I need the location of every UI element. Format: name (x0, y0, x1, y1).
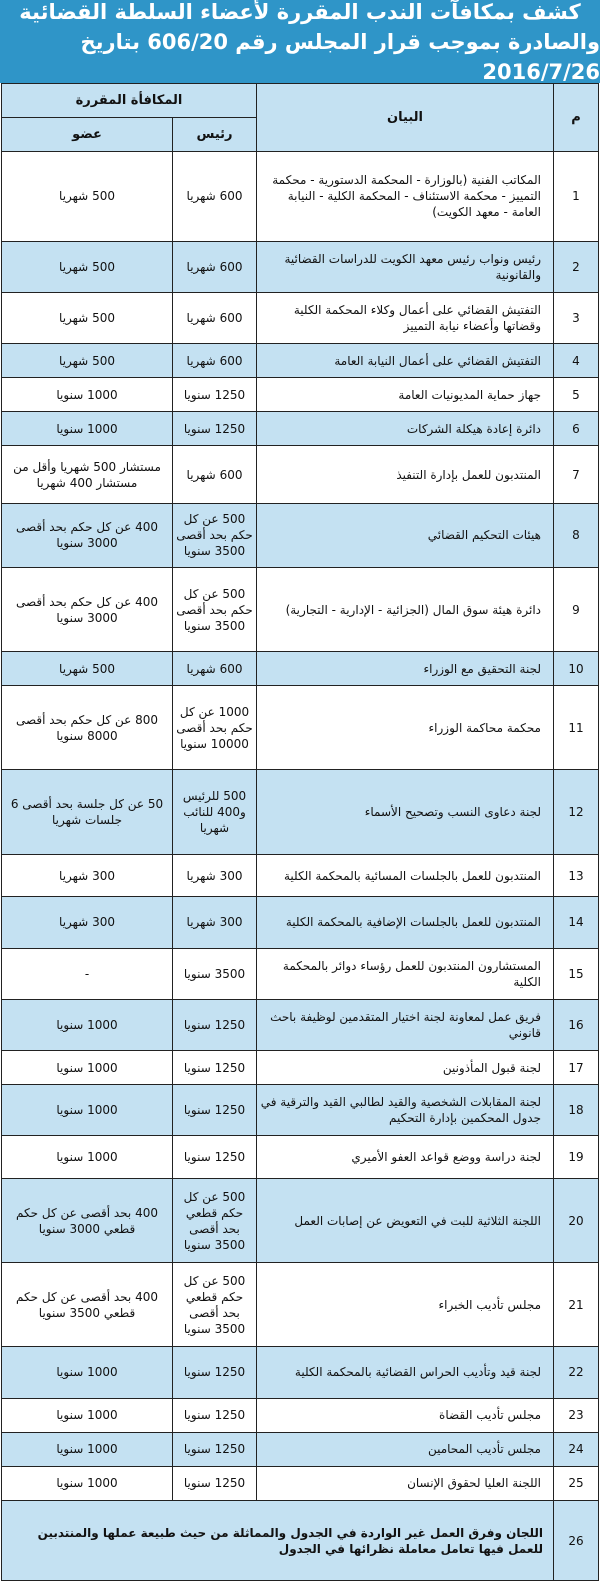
header-num: م (554, 84, 599, 152)
table-row (2, 152, 599, 242)
table-row (2, 567, 599, 651)
table-row (2, 1501, 599, 1581)
row-num: 20 (554, 1178, 599, 1262)
row-member-reward: 400 عن كل حكم بحد أقصى 3000 سنويا (2, 567, 173, 651)
row-member-reward: 500 شهريا (2, 292, 173, 343)
table-row (2, 854, 599, 897)
row-member-reward: 1000 سنويا (2, 1347, 173, 1398)
table-row (2, 378, 599, 412)
row-desc: لجنة قيد وتأديب الحراس القضائية بالمحكمة الكلية (257, 1347, 554, 1398)
row-num: 16 (554, 999, 599, 1050)
table-row (2, 948, 599, 999)
row-head-reward: 1250 سنويا (173, 1136, 257, 1179)
row-member-reward: 1000 سنويا (2, 1466, 173, 1500)
row-num: 8 (554, 503, 599, 567)
row-member-reward: 50 عن كل جلسة بحد أقصى 6 جلسات شهريا (2, 770, 173, 854)
row-head-reward: 500 للرئيس و400 للنائب شهريا (173, 770, 257, 854)
row-desc: مجلس تأديب القضاة (257, 1398, 554, 1432)
header-desc: البيان (257, 84, 554, 152)
row-num: 19 (554, 1136, 599, 1179)
row-desc: هيئات التحكيم القضائي (257, 503, 554, 567)
row-desc: دائرة إعادة هيكلة الشركات (257, 412, 554, 446)
table-body (2, 152, 599, 1501)
row-member-reward: 1000 سنويا (2, 1136, 173, 1179)
row-desc: مجلس تأديب المحامين (257, 1432, 554, 1466)
table-row (2, 1050, 599, 1084)
row-num: 12 (554, 770, 599, 854)
row-desc: جهاز حماية المديونيات العامة (257, 378, 554, 412)
row-num: 2 (554, 241, 599, 292)
row-num: 6 (554, 412, 599, 446)
row-num: 21 (554, 1263, 599, 1347)
row-head-reward: 300 شهريا (173, 854, 257, 897)
row-head-reward: 1250 سنويا (173, 1398, 257, 1432)
row-desc: التفتيش القضائي على أعمال النيابة العامة (257, 343, 554, 377)
row-num: 14 (554, 897, 599, 948)
row-member-reward: 1000 سنويا (2, 1050, 173, 1084)
header-reward: المكافأة المقررة (2, 84, 257, 118)
row-member-reward: 500 شهريا (2, 343, 173, 377)
row-head-reward: 1250 سنويا (173, 378, 257, 412)
row-desc: محكمة محاكمة الوزراء (257, 686, 554, 770)
row-member-reward: 300 شهريا (2, 854, 173, 897)
table-row (2, 770, 599, 854)
row-num: 25 (554, 1466, 599, 1500)
row-member-reward: 400 بحد أقصى عن كل حكم قطعي 3000 سنويا (2, 1178, 173, 1262)
table-row (2, 1085, 599, 1136)
row-desc: لجنة دعاوى النسب وتصحيح الأسماء (257, 770, 554, 854)
row-num: 10 (554, 652, 599, 686)
row-head-reward: 500 عن كل حكم بحد أقصى 3500 سنويا (173, 503, 257, 567)
table-row (2, 1466, 599, 1500)
row-desc: المنتدبون للعمل بالجلسات الإضافية بالمحكمة الكلية (257, 897, 554, 948)
table-row (2, 503, 599, 567)
table-row (2, 652, 599, 686)
row-desc: لجنة المقابلات الشخصية والقيد لطالبي القيد والترقية في جدول المحكمين بإدارة التحكيم (257, 1085, 554, 1136)
row-member-reward: 500 شهريا (2, 241, 173, 292)
row-num: 22 (554, 1347, 599, 1398)
row-head-reward: 1250 سنويا (173, 1466, 257, 1500)
row-desc: التفتيش القضائي على أعمال وكلاء المحكمة الكلية وقضاتها وأعضاء نيابة التمييز (257, 292, 554, 343)
row-desc: رئيس ونواب رئيس معهد الكويت للدراسات القضائية والقانونية (257, 241, 554, 292)
document-header (0, 0, 600, 83)
row-head-reward: 1250 سنويا (173, 412, 257, 446)
row-head-reward: 500 عن كل حكم بحد أقصى 3500 سنويا (173, 567, 257, 651)
row-num: 7 (554, 446, 599, 504)
row-head-reward: 500 عن كل حكم قطعي بحد أقصى 3500 سنويا (173, 1178, 257, 1262)
row-desc: المستشارون المنتدبون للعمل رؤساء دوائر بالمحكمة الكلية (257, 948, 554, 999)
row-desc: دائرة هيئة سوق المال (الجزائية - الإدارية - التجارية) (257, 567, 554, 651)
row-member-reward: 400 عن كل حكم بحد أقصى 3000 سنويا (2, 503, 173, 567)
row-member-reward: - (2, 948, 173, 999)
row-head-reward: 1250 سنويا (173, 1085, 257, 1136)
table-row (2, 1398, 599, 1432)
row-head-reward: 500 عن كل حكم قطعي بحد أقصى 3500 سنويا (173, 1263, 257, 1347)
row-num: 3 (554, 292, 599, 343)
row-head-reward: 600 شهريا (173, 652, 257, 686)
row-desc: اللجنة الثلاثية للبت في التعويض عن إصابات العمل (257, 1178, 554, 1262)
table-row (2, 1347, 599, 1398)
row-desc: مجلس تأديب الخبراء (257, 1263, 554, 1347)
row-desc: اللجنة العليا لحقوق الإنسان (257, 1466, 554, 1500)
row-num: 23 (554, 1398, 599, 1432)
row-desc: المكاتب الفنية (بالوزارة - المحكمة الدستورية - محكمة التمييز - محكمة الاستئناف - المحكمة الكلية - النيابة العامة - معهد الكويت) (257, 152, 554, 242)
row-num: 9 (554, 567, 599, 651)
row-head-reward: 600 شهريا (173, 152, 257, 242)
title-line-2: والصادرة بموجب قرار المجلس رقم 606/20 بتاريخ 2016/7/26 (80, 29, 600, 84)
row-member-reward: 400 بحد أقصى عن كل حكم قطعي 3500 سنويا (2, 1263, 173, 1347)
table-row (2, 1263, 599, 1347)
table-row (2, 1432, 599, 1466)
table-row (2, 1136, 599, 1179)
row-num: 24 (554, 1432, 599, 1466)
row-desc: لجنة دراسة ووضع قواعد العفو الأميري (257, 1136, 554, 1179)
row-head-reward: 600 شهريا (173, 343, 257, 377)
row-num: 4 (554, 343, 599, 377)
row-head-reward: 600 شهريا (173, 446, 257, 504)
row-member-reward: 1000 سنويا (2, 412, 173, 446)
table-row (2, 686, 599, 770)
row-head-reward: 3500 سنويا (173, 948, 257, 999)
row-member-reward: 1000 سنويا (2, 1398, 173, 1432)
table-row (2, 412, 599, 446)
row-num: 5 (554, 378, 599, 412)
row-member-reward: 500 شهريا (2, 152, 173, 242)
table-row (2, 343, 599, 377)
row-desc: فريق عمل لمعاونة لجنة اختيار المتقدمين لوظيفة باحث قانوني (257, 999, 554, 1050)
table-row (2, 292, 599, 343)
row-desc: المنتدبون للعمل بإدارة التنفيذ (257, 446, 554, 504)
row-member-reward: 1000 سنويا (2, 999, 173, 1050)
row-desc: لجنة قبول المأذونين (257, 1050, 554, 1084)
table-row (2, 241, 599, 292)
row-num: 1 (554, 152, 599, 242)
row-num: 13 (554, 854, 599, 897)
row-member-reward: 800 عن كل حكم بحد أقصى 8000 سنويا (2, 686, 173, 770)
rewards-table (1, 83, 599, 1581)
row-num: 18 (554, 1085, 599, 1136)
row-head-reward: 1000 عن كل حكم بحد أقصى 10000 سنويا (173, 686, 257, 770)
row-head-reward: 1250 سنويا (173, 1050, 257, 1084)
row-head-reward: 600 شهريا (173, 241, 257, 292)
row-head-reward: 300 شهريا (173, 897, 257, 948)
title-line-1: كشف بمكافآت الندب المقررة لأعضاء السلطة القضائية (19, 0, 581, 24)
row-member-reward: 500 شهريا (2, 652, 173, 686)
row-head-reward: 600 شهريا (173, 292, 257, 343)
row-num: 26 (554, 1501, 599, 1581)
row-head-reward: 1250 سنويا (173, 1347, 257, 1398)
table-row (2, 446, 599, 504)
header-member: عضو (2, 118, 173, 152)
row-num: 15 (554, 948, 599, 999)
header-head: رئيس (173, 118, 257, 152)
row-desc: لجنة التحقيق مع الوزراء (257, 652, 554, 686)
table-row (2, 897, 599, 948)
row-member-reward: 300 شهريا (2, 897, 173, 948)
row-head-reward: 1250 سنويا (173, 999, 257, 1050)
row-desc: المنتدبون للعمل بالجلسات المسائية بالمحكمة الكلية (257, 854, 554, 897)
row-member-reward: 1000 سنويا (2, 378, 173, 412)
row-num: 17 (554, 1050, 599, 1084)
row-head-reward: 1250 سنويا (173, 1432, 257, 1466)
row-num: 11 (554, 686, 599, 770)
row-desc: اللجان وفرق العمل غير الواردة في الجدول والمماثلة من حيث طبيعة عملها والمنتدبين للعمل فيها تعامل معاملة نظرائها في الجدول (2, 1501, 554, 1581)
row-member-reward: مستشار 500 شهريا وأقل من مستشار 400 شهريا (2, 446, 173, 504)
table-row (2, 1178, 599, 1262)
table-row (2, 999, 599, 1050)
row-member-reward: 1000 سنويا (2, 1432, 173, 1466)
row-member-reward: 1000 سنويا (2, 1085, 173, 1136)
